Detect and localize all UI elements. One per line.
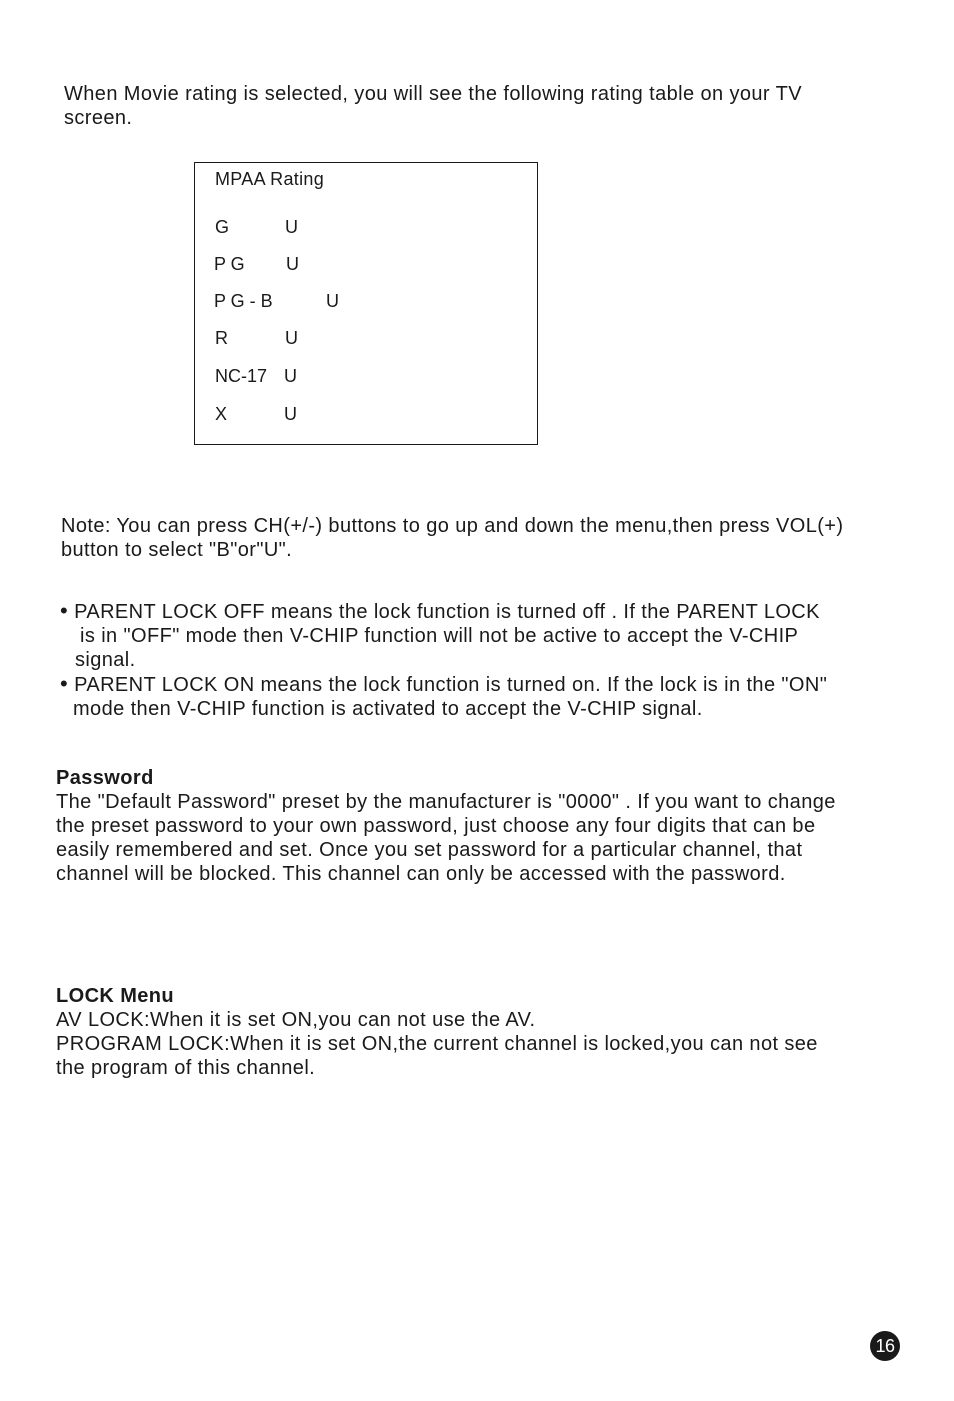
lock-menu-line-3: the program of this channel. (56, 1057, 316, 1079)
parent-lock-off-bullet (60, 599, 820, 672)
bullet-icon: • (60, 598, 69, 623)
note-line-1: Note: You can press CH(+/-) buttons to go up and down the menu,then press VOL(+) (61, 515, 844, 537)
mpaa-rating-table (194, 162, 538, 445)
password-line-2: the preset password to your own password, just choose any four digits that can be (56, 815, 816, 837)
rating-row-g (215, 217, 515, 239)
intro-line-1: When Movie rating is selected, you will see the following rating table on your TV (64, 83, 802, 105)
password-heading: Password (56, 767, 154, 789)
intro-line-2: screen. (64, 107, 133, 129)
password-line-3: easily remembered and set. Once you set password for a particular channel, that (56, 839, 803, 861)
lock-menu-section (56, 984, 818, 1080)
rating-table-title: MPAA Rating (215, 169, 325, 189)
rating-value: U (326, 291, 339, 311)
rating-value: U (285, 328, 298, 348)
rating-row-pg (214, 254, 514, 276)
note-paragraph (61, 514, 843, 562)
parent-lock-on-line-2: mode then V-CHIP function is activated to accept the V-CHIP signal. (73, 698, 703, 720)
rating-row-x (215, 404, 515, 426)
lock-menu-line-2: PROGRAM LOCK:When it is set ON,the current channel is locked,you can not see (56, 1033, 818, 1055)
password-line-1: The "Default Password" preset by the manufacturer is "0000" . If you want to change (56, 791, 836, 813)
password-section (56, 766, 836, 886)
parent-lock-on-line-1: PARENT LOCK ON means the lock function is turned on. If the lock is in the "ON" (74, 674, 828, 696)
lock-menu-line-1: AV LOCK:When it is set ON,you can not use the AV. (56, 1009, 536, 1031)
bullet-icon: • (60, 671, 69, 696)
password-line-4: channel will be blocked. This channel can only be accessed with the password. (56, 863, 786, 885)
rating-row-nc-17 (215, 366, 515, 388)
page-number-badge: 16 (870, 1331, 900, 1361)
rating-value: U (286, 254, 299, 274)
parent-lock-off-line-2: is in "OFF" mode then V-CHIP function will not be active to accept the V-CHIP (80, 625, 799, 647)
rating-code: R (215, 328, 228, 348)
rating-code: X (215, 404, 228, 424)
parent-lock-off-line-1: PARENT LOCK OFF means the lock function is turned off . If the PARENT LOCK (74, 601, 820, 623)
rating-value: U (284, 366, 297, 386)
rating-value: U (284, 404, 297, 424)
parent-lock-off-line-3: signal. (75, 649, 136, 671)
note-line-2: button to select "B"or"U". (61, 539, 293, 561)
rating-code: P G - B (214, 291, 273, 311)
parent-lock-on-bullet (60, 672, 827, 721)
rating-row-pg-b (214, 291, 514, 313)
rating-code: P G (214, 254, 245, 274)
lock-menu-heading: LOCK Menu (56, 985, 175, 1007)
rating-value: U (285, 217, 298, 237)
rating-code: NC-17 (215, 366, 268, 386)
rating-code: G (215, 217, 230, 237)
intro-paragraph (64, 82, 802, 130)
rating-row-r (215, 328, 515, 350)
